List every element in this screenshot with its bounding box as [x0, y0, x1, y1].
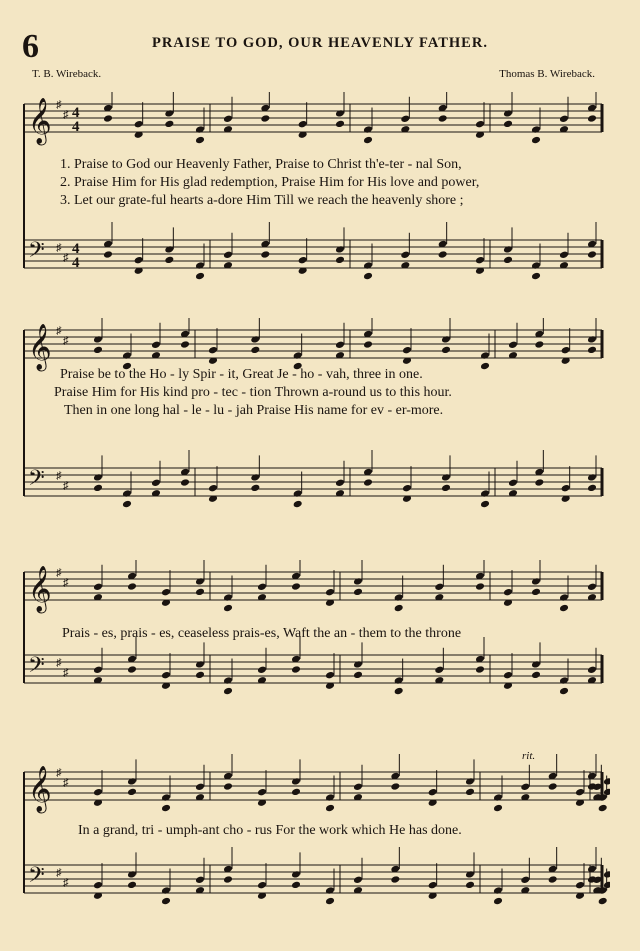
note-head — [441, 473, 451, 482]
note-head — [394, 593, 404, 602]
note-head — [353, 577, 363, 586]
note-head — [298, 120, 308, 129]
note-head — [161, 793, 171, 802]
note-head — [531, 125, 541, 134]
note-head — [587, 484, 597, 493]
note-head — [475, 665, 485, 674]
note-head — [531, 136, 541, 145]
note-head — [93, 583, 103, 592]
note-head — [195, 125, 205, 134]
note-head — [363, 272, 373, 281]
note-head — [93, 881, 103, 890]
hymn-title: PRAISE TO GOD, OUR HEAVENLY FATHER. — [152, 35, 488, 51]
note-head — [428, 788, 438, 797]
note-head — [400, 251, 410, 260]
tempo-mark: rit. — [522, 750, 536, 762]
note-head — [548, 875, 558, 884]
note-head — [503, 588, 513, 597]
note-head — [559, 115, 569, 124]
note-head — [548, 782, 558, 791]
note-head — [503, 245, 513, 254]
lyric-line: Praise Him for His kind pro - tec - tion Thrown a-round us to this hour. — [54, 385, 452, 400]
note-head — [195, 261, 205, 270]
note-head — [531, 272, 541, 281]
note-head — [325, 886, 335, 895]
note-head — [363, 340, 373, 349]
time-signature: 4 — [72, 241, 80, 257]
note-head — [164, 109, 174, 118]
note-head — [195, 660, 205, 669]
note-head — [223, 687, 233, 696]
staff-system-svg — [20, 750, 610, 945]
note-head — [587, 583, 597, 592]
note-head — [161, 671, 171, 680]
note-head — [480, 489, 490, 498]
note-head — [127, 777, 137, 786]
sharp-icon: ♯ — [56, 470, 62, 482]
note-head — [480, 351, 490, 360]
note-head — [195, 876, 205, 885]
note-head — [161, 588, 171, 597]
note-head — [164, 256, 174, 265]
note-head — [531, 577, 541, 586]
note-head — [428, 881, 438, 890]
note-head — [127, 582, 137, 591]
note-head — [390, 875, 400, 884]
note-head — [531, 588, 541, 597]
note-head — [223, 875, 233, 884]
lyrics-block-2 — [20, 366, 610, 420]
note-head — [122, 489, 132, 498]
note-head — [434, 666, 444, 675]
sharp-icon: ♯ — [63, 252, 69, 264]
note-head — [291, 881, 301, 890]
note-head — [508, 341, 518, 350]
note-head — [394, 687, 404, 696]
note-head — [400, 115, 410, 124]
sharp-icon: ♯ — [63, 577, 69, 589]
note-head — [325, 897, 335, 906]
note-head — [475, 256, 485, 265]
note-head — [250, 484, 260, 493]
note-head — [353, 660, 363, 669]
note-head — [223, 593, 233, 602]
note-head — [223, 115, 233, 124]
note-head — [531, 671, 541, 680]
note-head — [559, 593, 569, 602]
note-head — [127, 665, 137, 674]
music-credit: Thomas B. Wireback. — [499, 68, 595, 80]
note-head — [291, 870, 301, 879]
note-head — [164, 120, 174, 129]
sharp-icon: ♯ — [56, 567, 62, 579]
sharp-icon: ♯ — [63, 667, 69, 679]
note-head — [161, 804, 171, 813]
note-head — [223, 782, 233, 791]
note-head — [561, 346, 571, 355]
note-head — [93, 335, 103, 344]
note-head — [441, 346, 451, 355]
note-head — [195, 671, 205, 680]
note-head — [575, 881, 585, 890]
note-head — [180, 478, 190, 487]
music-system-2 — [20, 318, 610, 513]
treble-clef-icon: 𝄞 — [28, 566, 52, 612]
note-head — [134, 256, 144, 265]
note-head — [195, 577, 205, 586]
note-head — [438, 114, 448, 123]
note-head — [335, 120, 345, 129]
words-credit: T. B. Wireback. — [32, 68, 102, 80]
note-head — [434, 583, 444, 592]
note-head — [325, 588, 335, 597]
note-head — [402, 484, 412, 493]
note-head — [325, 793, 335, 802]
note-head — [353, 671, 363, 680]
note-head — [465, 777, 475, 786]
note-head — [363, 261, 373, 270]
lyric-line: In a grand, tri - umph-ant cho - rus For the work which He has done. — [78, 823, 462, 838]
treble-clef-icon: 𝄞 — [28, 324, 52, 370]
note-head — [180, 340, 190, 349]
note-head — [508, 479, 518, 488]
note-head — [493, 897, 503, 906]
note-head — [335, 245, 345, 254]
note-head — [531, 261, 541, 270]
note-head — [93, 788, 103, 797]
treble-clef-icon: 𝄞 — [28, 98, 52, 144]
note-head — [559, 676, 569, 685]
note-head — [291, 665, 301, 674]
lyric-line: Praise be to the Ho - ly Spir - it, Great Je - ho - vah, three in one. — [60, 367, 423, 382]
note-head — [335, 341, 345, 350]
note-head — [335, 256, 345, 265]
note-head — [293, 351, 303, 360]
note-head — [390, 782, 400, 791]
sharp-icon: ♯ — [63, 777, 69, 789]
sharp-icon: ♯ — [56, 325, 62, 337]
note-head — [353, 783, 363, 792]
note-head — [520, 783, 530, 792]
note-head — [335, 109, 345, 118]
note-head — [587, 473, 597, 482]
sharp-icon: ♯ — [56, 657, 62, 669]
lyric-line: Prais - es, prais - es, ceaseless prais-es, Waft the an - them to the throne — [62, 626, 462, 641]
music-system-4 — [20, 750, 610, 945]
note-head — [127, 788, 137, 797]
note-head — [353, 876, 363, 885]
note-head — [164, 245, 174, 254]
note-head — [257, 881, 267, 890]
note-head — [257, 583, 267, 592]
note-head — [195, 783, 205, 792]
note-head — [503, 671, 513, 680]
note-head — [353, 588, 363, 597]
note-head — [93, 473, 103, 482]
bass-clef-icon: 𝄢 — [28, 653, 45, 683]
note-head — [559, 251, 569, 260]
note-head — [223, 251, 233, 260]
note-head — [151, 341, 161, 350]
note-head — [195, 136, 205, 145]
note-head — [534, 340, 544, 349]
note-head — [122, 351, 132, 360]
bass-clef-icon: 𝄢 — [28, 466, 45, 496]
hymn-number: 6 — [22, 28, 39, 65]
note-head — [587, 666, 597, 675]
lyrics-block-3 — [20, 625, 610, 643]
note-head — [534, 478, 544, 487]
note-head — [587, 250, 597, 259]
music-system-1 — [20, 92, 610, 282]
sharp-icon: ♯ — [56, 242, 62, 254]
lyric-line: Then in one long hal - le - lu - jah Praise His name for ev - er-more. — [64, 403, 444, 418]
sharp-icon: ♯ — [63, 877, 69, 889]
time-signature: 4 — [72, 119, 80, 135]
sharp-icon: ♯ — [56, 867, 62, 879]
page-header — [0, 30, 640, 70]
time-signature: 4 — [72, 255, 80, 271]
note-head — [531, 660, 541, 669]
note-head — [465, 881, 475, 890]
lyric-line: 2. Praise Him for His glad redemption, Praise Him for His love and power, — [60, 175, 480, 190]
note-head — [127, 881, 137, 890]
note-head — [93, 346, 103, 355]
note-head — [93, 484, 103, 493]
note-head — [291, 777, 301, 786]
lyrics-block-4 — [20, 822, 610, 840]
note-head — [325, 804, 335, 813]
note-head — [291, 788, 301, 797]
note-head — [122, 500, 132, 509]
note-head — [335, 479, 345, 488]
note-head — [103, 114, 113, 123]
note-head — [493, 793, 503, 802]
note-head — [208, 346, 218, 355]
note-head — [257, 788, 267, 797]
note-head — [250, 335, 260, 344]
note-head — [598, 897, 608, 906]
music-system-3 — [20, 560, 610, 720]
note-head — [587, 114, 597, 123]
note-head — [127, 870, 137, 879]
note-head — [363, 125, 373, 134]
note-head — [363, 136, 373, 145]
note-head — [93, 666, 103, 675]
note-head — [493, 804, 503, 813]
note-head — [161, 886, 171, 895]
bass-clef-icon: 𝄢 — [28, 238, 45, 268]
bass-clef-icon: 𝄢 — [28, 863, 45, 893]
note-head — [493, 886, 503, 895]
note-head — [559, 687, 569, 696]
note-head — [298, 256, 308, 265]
note-head — [559, 604, 569, 613]
note-head — [394, 676, 404, 685]
note-head — [402, 346, 412, 355]
note-head — [475, 582, 485, 591]
note-head — [503, 109, 513, 118]
lyric-line: 3. Let our grate-ful hearts a-dore Him Till we reach the heavenly shore ; — [60, 193, 464, 208]
sharp-icon: ♯ — [63, 335, 69, 347]
treble-clef-icon: 𝄞 — [28, 766, 52, 812]
sharp-icon: ♯ — [63, 480, 69, 492]
note-head — [257, 666, 267, 675]
note-head — [598, 804, 608, 813]
note-head — [223, 604, 233, 613]
note-head — [475, 120, 485, 129]
note-head — [195, 588, 205, 597]
note-head — [208, 484, 218, 493]
note-head — [363, 478, 373, 487]
note-head — [325, 671, 335, 680]
sharp-icon: ♯ — [63, 109, 69, 121]
lyric-line: 1. Praise to God our Heavenly Father, Praise to Christ th'e-ter - nal Son, — [60, 157, 462, 172]
note-head — [575, 788, 585, 797]
note-head — [260, 114, 270, 123]
note-head — [151, 479, 161, 488]
note-head — [250, 473, 260, 482]
note-head — [394, 604, 404, 613]
note-head — [587, 346, 597, 355]
note-head — [103, 250, 113, 259]
note-head — [441, 484, 451, 493]
note-head — [293, 500, 303, 509]
note-head — [587, 335, 597, 344]
note-head — [293, 489, 303, 498]
note-head — [503, 256, 513, 265]
note-head — [503, 120, 513, 129]
sharp-icon: ♯ — [56, 767, 62, 779]
time-signature: 4 — [72, 105, 80, 121]
note-head — [195, 272, 205, 281]
note-head — [480, 500, 490, 509]
note-head — [223, 676, 233, 685]
note-head — [441, 335, 451, 344]
note-head — [465, 788, 475, 797]
note-head — [291, 582, 301, 591]
note-head — [161, 897, 171, 906]
sharp-icon: ♯ — [56, 99, 62, 111]
note-head — [520, 876, 530, 885]
lyrics-block-1 — [20, 156, 610, 210]
note-head — [134, 120, 144, 129]
note-head — [465, 870, 475, 879]
note-head — [438, 250, 448, 259]
note-head — [561, 484, 571, 493]
note-head — [260, 250, 270, 259]
note-head — [250, 346, 260, 355]
